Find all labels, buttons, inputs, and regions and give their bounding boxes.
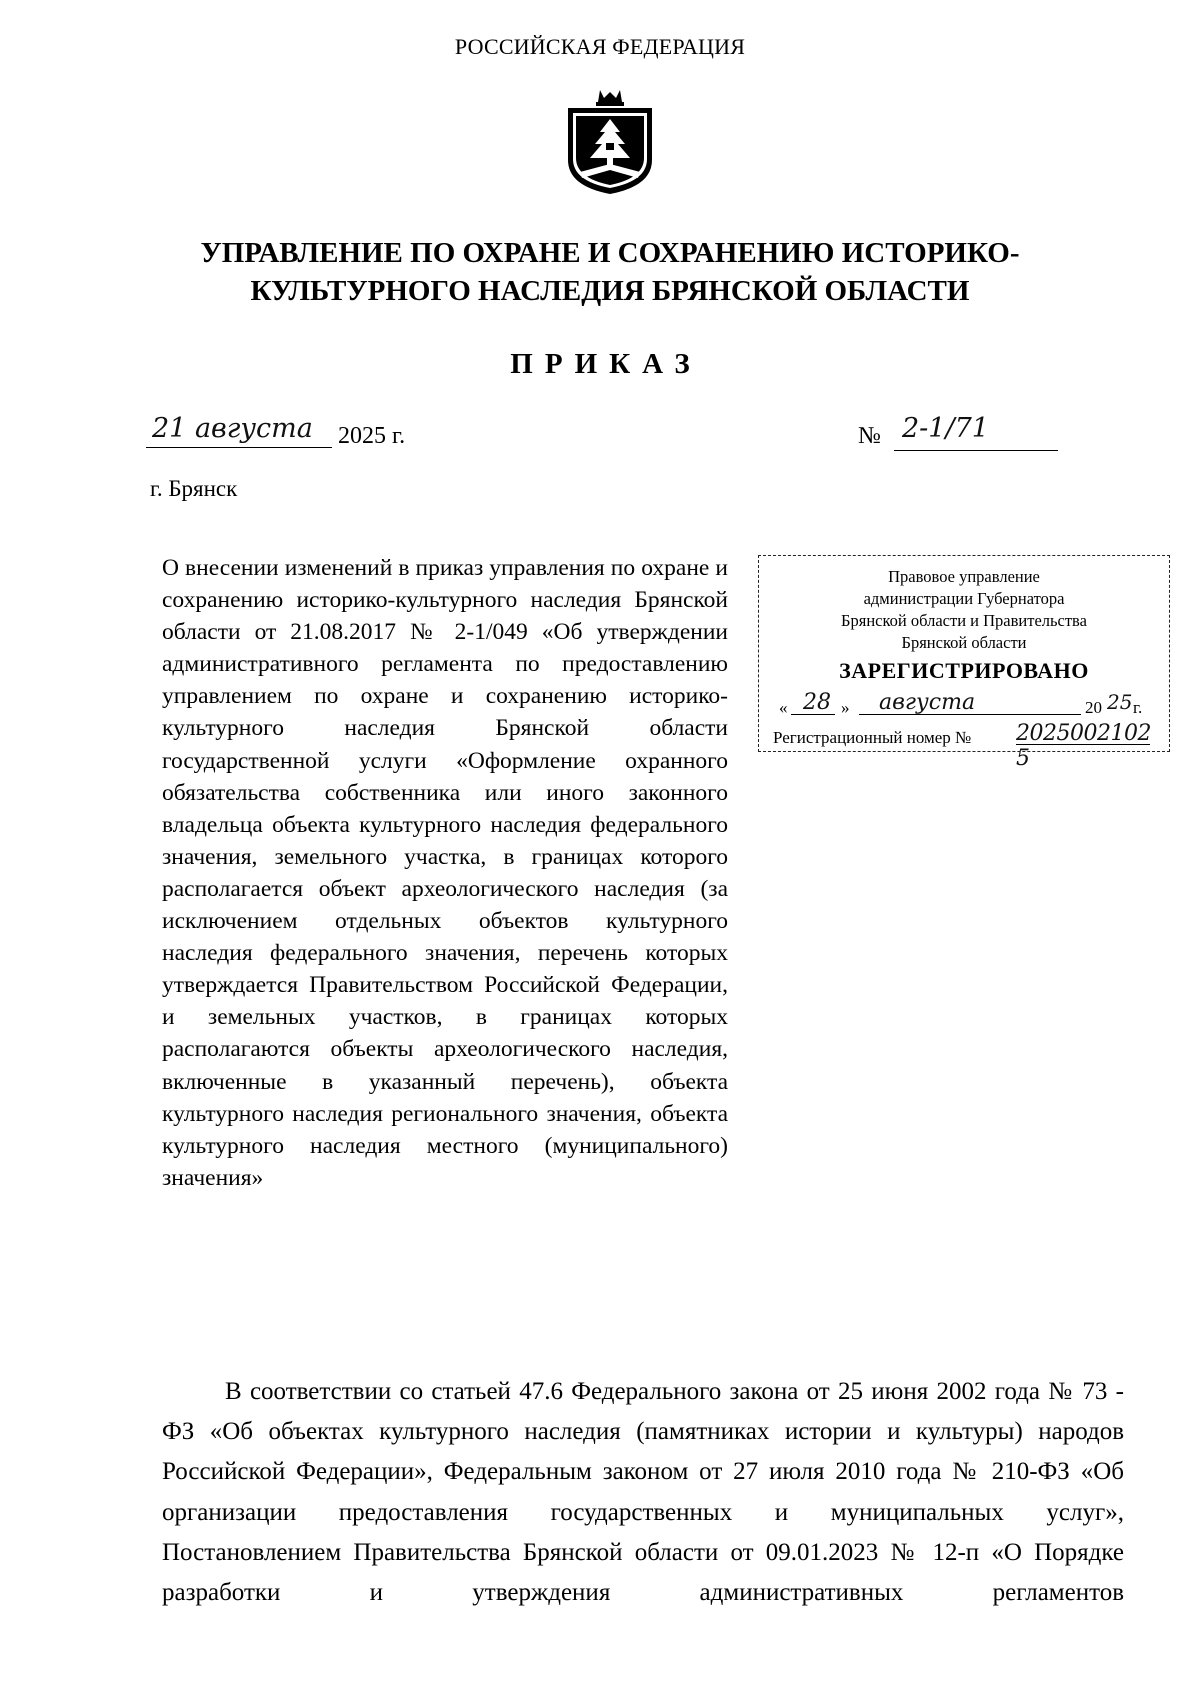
order-subject: О внесении изменений в приказ управления по охране и сохранению историко-культурного наследия Брянской области от 21.08.2017 № 2-1/049 «Об утверждении административного регламента по предоставлению управлением по охране и сохранению историко-культурного наследия Брянской области государственной услуги «Оформление охранного обязательства собственника или иного законного владельца объекта культурного наследия федерального значения, земельного участка, в границах которого располагается объект археологического наследия (за исключением отдельных объектов культурного наследия федерального значения, перечень которых утверждается Правительством Российской Федерации, и земельных участков, в границах которых располагаются объекты археологического наследия, включенные в указанный перечень), объекта культурного наследия регионального значения, объекта культурного наследия местного (муниципального) значения»	[162, 555, 728, 1191]
agency-title-line2: КУЛЬТУРНОГО НАСЛЕДИЯ БРЯНСКОЙ ОБЛАСТИ	[250, 275, 970, 307]
stamp-reg-label: Регистрационный номер №	[773, 728, 972, 747]
stamp-day-handwritten: 28	[803, 690, 831, 715]
stamp-month-handwritten: августа	[879, 690, 976, 715]
stamp-registered: ЗАРЕГИСТРИРОВАНО	[839, 658, 1089, 683]
agency-title	[170, 234, 1050, 310]
body-paragraph: В соответствии со статьей 47.6 Федерального закона от 25 июня 2002 года № 73 - ФЗ «Об объектах культурного наследия (памятниках истории и культуры) народов Российской Федерации», Федеральным законом от 27 июля 2010 года № 210-ФЗ «Об организации предоставления государственных и муниципальных услуг», Постановлением Правительства Брянской области от 09.01.2023 № 12-п «О Порядке разработки и утверждения административных регламентов	[162, 1378, 1124, 1607]
country-heading: РОССИЙСКАЯ ФЕДЕРАЦИЯ	[454, 34, 746, 59]
stamp-registration-number	[759, 721, 1169, 771]
date-handwritten: 21 августа	[152, 413, 313, 444]
stamp-date	[759, 690, 1169, 722]
stamp-line-2: администрации Губернатора	[863, 589, 1065, 608]
date-underline	[146, 447, 332, 448]
number-underline	[894, 450, 1058, 451]
order-number	[858, 413, 1058, 453]
date-year: 2025 г.	[338, 423, 406, 449]
coat-of-arms-icon	[560, 86, 660, 198]
stamp-line-4: Брянской области	[901, 633, 1027, 652]
stamp-quote-open: «	[779, 698, 788, 717]
stamp-line-1: Правовое управление	[888, 567, 1040, 586]
stamp-reg-underline	[1016, 744, 1150, 745]
document-type: ПРИКАЗ	[510, 348, 702, 380]
city: г. Брянск	[150, 476, 238, 501]
agency-title-line1: УПРАВЛЕНИЕ ПО ОХРАНЕ И СОХРАНЕНИЮ ИСТОРИКО-	[200, 237, 1020, 269]
number-sign: №	[858, 423, 881, 449]
number-handwritten: 2-1/71	[902, 413, 989, 444]
stamp-year-suffix: г.	[1133, 698, 1143, 717]
registration-stamp	[758, 555, 1170, 771]
stamp-quote-close: »	[841, 698, 850, 717]
stamp-reg-number-handwritten: 2025002102 5	[1016, 721, 1151, 771]
stamp-year-prefix: 20	[1085, 698, 1102, 717]
stamp-year-handwritten: 25	[1107, 690, 1133, 714]
stamp-line-3: Брянской области и Правительства	[841, 611, 1087, 630]
